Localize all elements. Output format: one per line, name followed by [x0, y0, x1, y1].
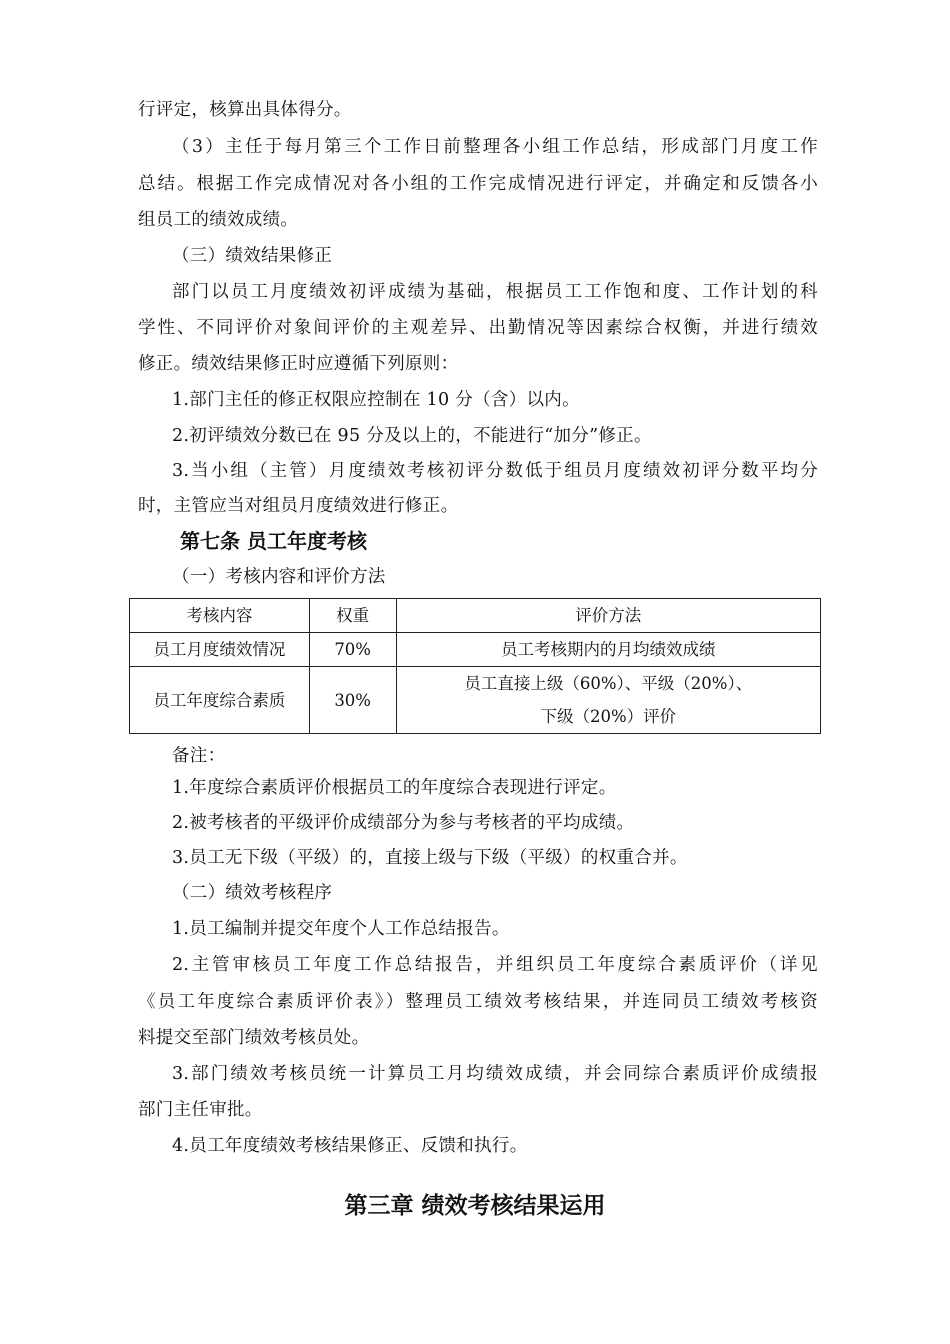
table-header-cell: 权重: [309, 599, 396, 633]
procedure-step: 部门主任审批。: [138, 1100, 263, 1120]
rule-item: 3.当小组（主管）月度绩效考核初评分数低于组员月度绩效初评分数平均分: [172, 461, 818, 481]
procedure-step: 《员工年度综合素质评价表》）整理员工绩效考核结果，并连同员工绩效考核资: [138, 992, 818, 1012]
table-header-cell: 评价方法: [396, 599, 820, 633]
rule-item: 1.部门主任的修正权限应控制在 10 分（含）以内。: [172, 390, 580, 410]
procedure-step: 3.部门绩效考核员统一计算员工月均绩效成绩，并会同综合素质评价成绩报: [172, 1064, 818, 1084]
table-row: [130, 633, 821, 667]
table-cell-method: [396, 667, 820, 734]
table-cell-item: 员工年度综合素质: [130, 667, 310, 734]
section-title: （一）考核内容和评价方法: [172, 567, 386, 587]
table-row: [130, 667, 821, 734]
section-title: （二）绩效考核程序: [172, 883, 333, 903]
assessment-table: [129, 598, 821, 734]
table-cell-weight: 70%: [309, 633, 396, 667]
table-cell-method: 员工考核期内的月均绩效成绩: [396, 633, 820, 667]
paragraph-line: 总结。根据工作完成情况对各小组的工作完成情况进行评定，并确定和反馈各小: [138, 174, 818, 194]
chapter-heading: 第三章 绩效考核结果运用: [344, 1193, 606, 1219]
section-title: （三）绩效结果修正: [172, 246, 333, 266]
procedure-step: 2.主管审核员工年度工作总结报告，并组织员工年度综合素质评价（详见: [172, 955, 818, 975]
table-cell-item: 员工月度绩效情况: [130, 633, 310, 667]
paragraph-line: 组员工的绩效成绩。: [138, 210, 299, 230]
note-item: 1.年度综合素质评价根据员工的年度综合表现进行评定。: [172, 778, 617, 798]
rule-item: 2.初评绩效分数已在 95 分及以上的，不能进行“加分”修正。: [172, 426, 652, 446]
method-line: 员工直接上级（60%）、平级（20%）、: [464, 674, 753, 693]
notes-label: 备注：: [172, 746, 226, 766]
paragraph-line: （3）主任于每月第三个工作日前整理各小组工作总结，形成部门月度工作: [172, 137, 818, 157]
rule-item: 时，主管应当对组员月度绩效进行修正。: [138, 496, 459, 516]
table-cell-weight: 30%: [309, 667, 396, 734]
article-heading: 第七条 员工年度考核: [180, 529, 367, 553]
note-item: 3.员工无下级（平级）的，直接上级与下级（平级）的权重合并。: [172, 848, 688, 868]
procedure-step: 料提交至部门绩效考核员处。: [138, 1028, 370, 1048]
paragraph-line: 修正。绩效结果修正时应遵循下列原则：: [138, 354, 459, 374]
paragraph-line: 学性、不同评价对象间评价的主观差异、出勤情况等因素综合权衡，并进行绩效: [138, 318, 818, 338]
note-item: 2.被考核者的平级评价成绩部分为参与考核者的平均成绩。: [172, 813, 635, 833]
paragraph-line: 行评定，核算出具体得分。: [138, 100, 352, 120]
procedure-step: 4.员工年度绩效考核结果修正、反馈和执行。: [172, 1136, 528, 1156]
method-line: 下级（20%）评价: [540, 707, 677, 726]
table-header-row: [130, 599, 821, 633]
table-header-cell: 考核内容: [130, 599, 310, 633]
paragraph-line: 部门以员工月度绩效初评成绩为基础，根据员工工作饱和度、工作计划的科: [172, 282, 818, 302]
procedure-step: 1.员工编制并提交年度个人工作总结报告。: [172, 919, 510, 939]
